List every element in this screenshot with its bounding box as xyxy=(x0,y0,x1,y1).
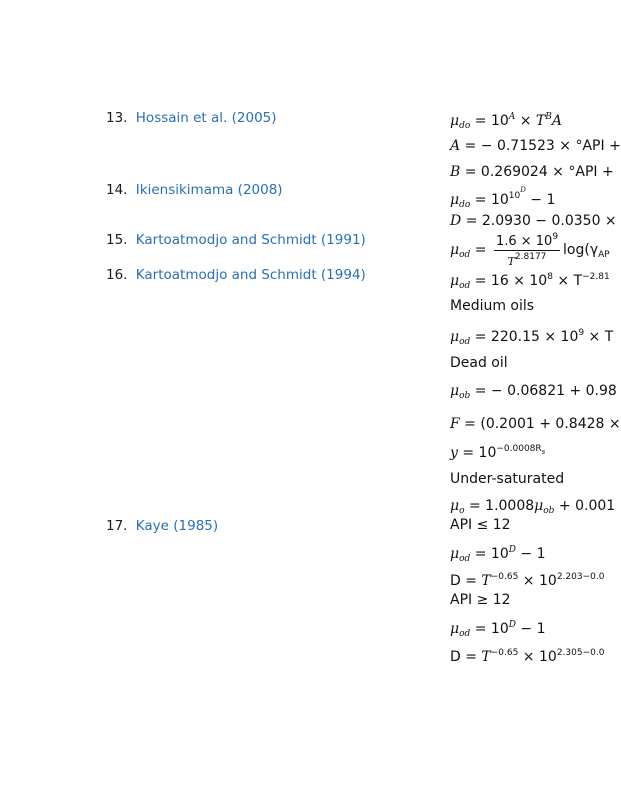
equation-kartoatmodjo-1991: $\mu_{od}$ = $\frac{1.6 \times 10^9}{T^{2.8177}}$ $\log(\gamma_{AP}$ xyxy=(450,232,610,268)
equation-dead-oil: $\mu_{ob}$ = − 0.06821 + 0.98 xyxy=(450,383,617,401)
equation-y: $y = 10^{-0.0008R_s}$ xyxy=(450,444,546,461)
equation-ikiensikimama-d: D = 2.0930 − 0.0350 × xyxy=(450,213,617,229)
equation-kaye-high-api-d: $D = T^{-0.65} \times 10^{2.305-0.0}$ xyxy=(450,648,605,665)
entry-number: 15. xyxy=(106,232,128,248)
entry-14 xyxy=(106,182,283,198)
equation-f: F = (0.2001 + 0.8428 × xyxy=(450,416,621,432)
reference-link[interactable]: Kartoatmodjo and Schmidt (1991) xyxy=(135,232,366,248)
entry-number: 16. xyxy=(106,267,128,283)
reference-link[interactable]: Hossain et al. (2005) xyxy=(135,110,277,126)
equation-kartoatmodjo-1994: $\mu_{od} = 16 \times 10^8 \times T^{-2.81}$ xyxy=(450,272,610,291)
equation-hossain-viscosity: $\mu_{do} = 10^A \times T^BA$ xyxy=(450,112,562,131)
entry-15 xyxy=(106,232,366,248)
reference-link[interactable]: Kartoatmodjo and Schmidt (1994) xyxy=(135,267,366,283)
reference-link[interactable]: Kaye (1985) xyxy=(135,518,219,534)
entry-number: 14. xyxy=(106,182,128,198)
reference-link[interactable]: Ikiensikimama (2008) xyxy=(135,182,283,198)
equation-hossain-b: B = 0.269024 × °API + xyxy=(450,164,614,180)
entry-13 xyxy=(106,110,277,126)
equation-ikiensikimama-viscosity: $\mu_{do} = 10^{10^D} - 1$ xyxy=(450,186,556,210)
equation-medium-oils: $\mu_{od} = 220.15 \times 10^9 \times T$ xyxy=(450,328,614,347)
label-dead-oil: Dead oil xyxy=(450,355,508,371)
equation-hossain-a: A = − 0.71523 × °API + xyxy=(450,138,621,154)
label-under-saturated: Under-saturated xyxy=(450,471,565,487)
entry-16 xyxy=(106,267,366,283)
label-api-le-12: API ≤ 12 xyxy=(450,517,511,533)
equation-kaye-high-api: $\mu_{od} = 10^D - 1$ xyxy=(450,620,546,639)
equation-under-saturated: $\mu_o = 1.0008\mu_{ob} + 0.001$ xyxy=(450,498,616,516)
label-api-ge-12: API ≥ 12 xyxy=(450,592,511,608)
equation-kaye-low-api: $\mu_{od} = 10^D - 1$ xyxy=(450,545,546,564)
fraction: $\frac{1.6 \times 10^9}{T^{2.8177}}$ xyxy=(495,232,559,268)
equation-kaye-low-api-d: $D = T^{-0.65} \times 10^{2.203-0.0}$ xyxy=(450,572,605,589)
entry-number: 13. xyxy=(106,110,128,126)
entry-17 xyxy=(106,518,218,534)
label-medium-oils: Medium oils xyxy=(450,298,535,314)
entry-number: 17. xyxy=(106,518,128,534)
